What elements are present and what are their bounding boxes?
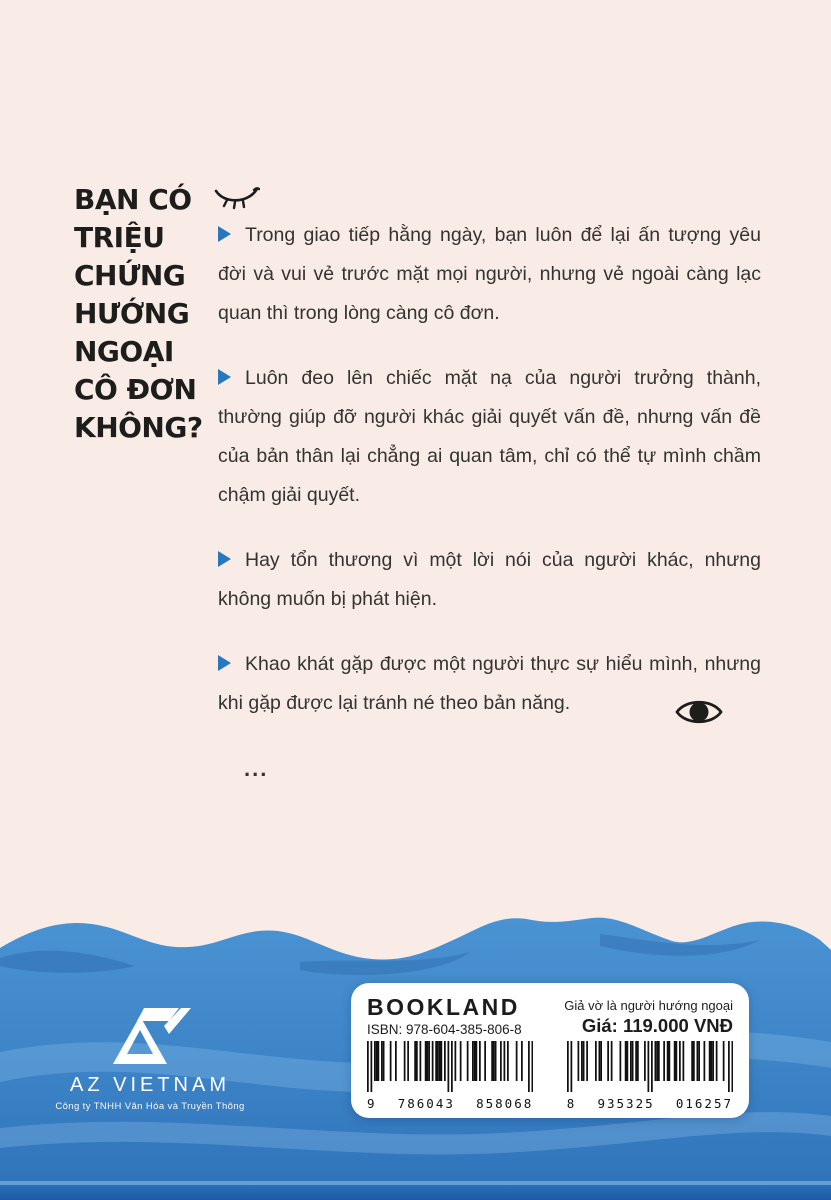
closed-eye-icon: [212, 182, 260, 217]
isbn-column: [367, 994, 539, 1111]
title-line: CHỨNG: [74, 259, 186, 292]
bullet-item: [218, 541, 761, 619]
price-barcode: [567, 1041, 733, 1111]
barcode-digits: 9 786043 858068: [367, 1096, 534, 1111]
open-eye-icon: [674, 695, 724, 734]
triangle-right-icon: [218, 369, 231, 385]
triangle-right-icon: [218, 551, 231, 567]
title-line: KHÔNG?: [74, 411, 203, 444]
ellipsis-text: ...: [244, 756, 269, 781]
title-line: NGOẠI: [74, 335, 174, 368]
bullet-text: Luôn đeo lên chiếc mặt nạ của người trưởng thành, thường giúp đỡ người khác giải quyết vấn đề, nhưng vấn đề của bản thân lại chẳng ai quan tâm, chỉ có thể tự mình chầm chậm giải quyết.: [218, 367, 761, 506]
bullet-text: Hay tổn thương vì một lời nói của người khác, nhưng không muốn bị phát hiện.: [218, 549, 761, 610]
book-title-text: Giả vờ là người hướng ngoại: [564, 998, 733, 1013]
bullet-item: [218, 359, 761, 515]
store-name: BOOKLAND: [367, 994, 520, 1020]
barcode-price-card: [351, 983, 749, 1118]
title-line: CÔ ĐƠN: [74, 373, 197, 406]
bullet-text: Khao khát gặp được một người thực sự hiểu mình, nhưng khi gặp được lại tránh né theo bản năng.: [218, 653, 761, 714]
isbn-barcode: [367, 1041, 533, 1111]
az-triangle-logo-icon: [107, 1004, 193, 1068]
title-line: HƯỚNG: [74, 297, 190, 330]
back-title: [74, 181, 214, 447]
publisher-name: AZ VIETNAM: [69, 1074, 230, 1096]
isbn-label: ISBN: 978-604-385-806-8: [367, 1022, 522, 1037]
title-line: TRIỆU: [74, 221, 165, 254]
price-column: [561, 994, 733, 1111]
triangle-right-icon: [218, 655, 231, 671]
bullet-item: [218, 216, 761, 333]
publisher-logo: [50, 1004, 250, 1112]
title-line: BẠN CÓ: [74, 183, 192, 216]
publisher-subtitle: Công ty TNHH Văn Hóa và Truyền Thông: [55, 1101, 245, 1112]
barcode-digits: 8 935325 016257: [566, 1096, 733, 1111]
price-label: Giá: 119.000 VNĐ: [581, 1015, 733, 1036]
bullet-text: Trong giao tiếp hằng ngày, bạn luôn để lại ấn tượng yêu đời và vui vẻ trước mặt mọi người, nhưng vẻ ngoài càng lạc quan thì trong lòng càng cô đơn.: [218, 224, 761, 324]
triangle-right-icon: [218, 226, 231, 242]
